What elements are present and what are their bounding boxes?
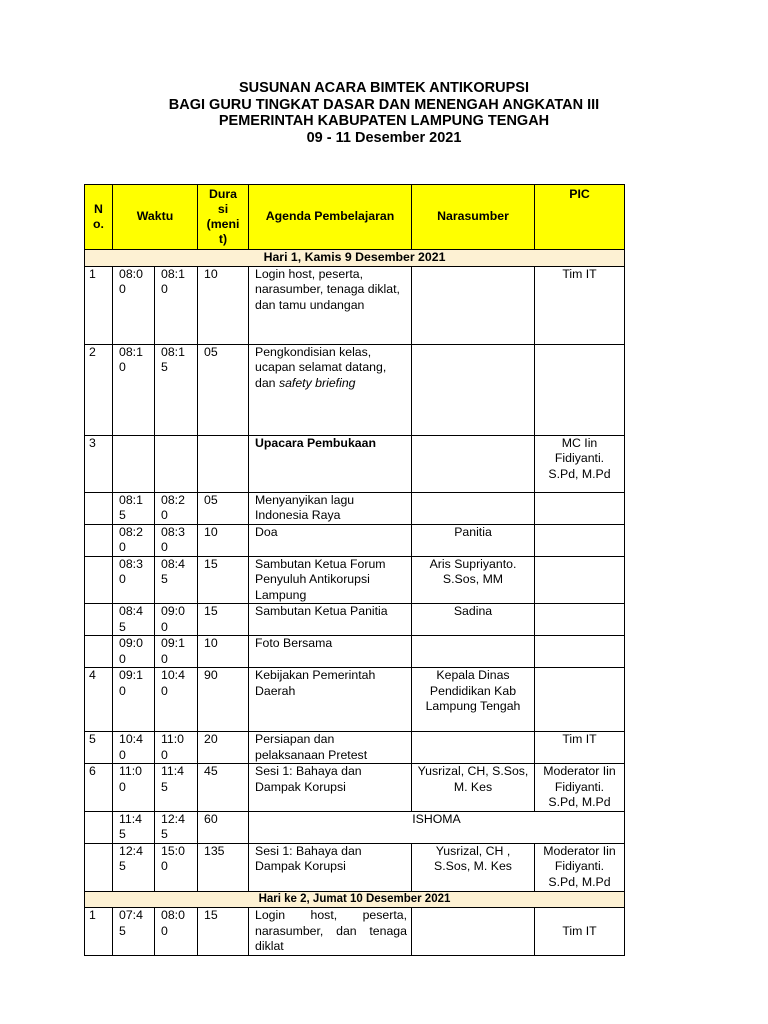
- duration: 20: [198, 732, 249, 764]
- agenda-text: Login host, peserta, narasumber, dan tenaga diklat: [255, 908, 407, 953]
- narasumber-cell: Panitia: [412, 524, 535, 556]
- header-agenda: Agenda Pembelajaran: [249, 185, 412, 250]
- start-time: 08:0 0: [113, 266, 155, 344]
- agenda-text: Pengkondisian kelas, ucapan selamat datang, dan: [255, 344, 387, 390]
- agenda-cell: [249, 604, 412, 636]
- agenda-text: Doa: [255, 524, 278, 539]
- row-number: 1: [85, 266, 113, 344]
- start-time: 09:1 0: [113, 668, 155, 732]
- header-durasi: Dura si (meni t): [198, 185, 249, 250]
- agenda-cell: [249, 524, 412, 556]
- pic-cell: [535, 344, 625, 435]
- duration: 60: [198, 811, 249, 843]
- start-time: 08:3 0: [113, 556, 155, 604]
- table-row: [85, 811, 625, 843]
- duration: 15: [198, 908, 249, 956]
- agenda-cell: [249, 636, 412, 668]
- row-number: 3: [85, 435, 113, 492]
- pic-cell: [535, 556, 625, 604]
- narasumber-cell: [412, 266, 535, 344]
- narasumber-cell: [412, 636, 535, 668]
- agenda-text: Login host, peserta, narasumber, tenaga diklat, dan tamu undangan: [255, 266, 400, 312]
- agenda-cell: [249, 668, 412, 732]
- table-row: [85, 636, 625, 668]
- header-no: N o.: [85, 185, 113, 250]
- narasumber-cell: Aris Supriyanto. S.Sos, MM: [412, 556, 535, 604]
- row-number: 6: [85, 764, 113, 812]
- duration: 10: [198, 524, 249, 556]
- agenda-cell: [249, 843, 412, 891]
- end-time: 09:1 0: [155, 636, 198, 668]
- start-time: 11:0 0: [113, 764, 155, 812]
- agenda-emphasis-text: safety briefing: [278, 375, 356, 390]
- duration: 135: [198, 843, 249, 891]
- row-number: 4: [85, 668, 113, 732]
- end-time: 09:0 0: [155, 604, 198, 636]
- end-time: 12:4 5: [155, 811, 198, 843]
- schedule-table: [84, 184, 625, 956]
- table-row: [85, 732, 625, 764]
- pic-cell: [535, 604, 625, 636]
- duration: 15: [198, 556, 249, 604]
- agenda-text: Upacara Pembukaan: [255, 435, 376, 450]
- row-number: [85, 524, 113, 556]
- header-pic: PIC: [535, 185, 625, 250]
- agenda-text: Kebijakan Pemerintah Daerah: [255, 668, 376, 698]
- end-time: 08:0 0: [155, 908, 198, 956]
- pic-cell: [535, 636, 625, 668]
- agenda-text: Persiapan dan pelaksanaan Pretest: [255, 732, 368, 762]
- table-row: [85, 266, 625, 344]
- duration: 90: [198, 668, 249, 732]
- row-number: [85, 604, 113, 636]
- start-time: 10:4 0: [113, 732, 155, 764]
- table-row: [85, 344, 625, 435]
- end-time: 08:4 5: [155, 556, 198, 604]
- agenda-text: Sesi 1: Bahaya dan Dampak Korupsi: [255, 843, 362, 873]
- duration: 10: [198, 266, 249, 344]
- title-line-1: SUSUNAN ACARA BIMTEK ANTIKORUPSI: [239, 80, 529, 96]
- pic-cell: Moderator Iin Fidiyanti. S.Pd, M.Pd: [535, 843, 625, 891]
- narasumber-cell: Yusrizal, CH , S.Sos, M. Kes: [412, 843, 535, 891]
- table-row: [85, 524, 625, 556]
- table-row: [85, 668, 625, 732]
- header-waktu: Waktu: [113, 185, 198, 250]
- duration: 05: [198, 492, 249, 524]
- row-number: [85, 492, 113, 524]
- agenda-cell: [249, 492, 412, 524]
- end-time: 10:4 0: [155, 668, 198, 732]
- header-narasumber: Narasumber: [412, 185, 535, 250]
- row-number: [85, 843, 113, 891]
- pic-cell: Tim IT: [535, 266, 625, 344]
- narasumber-cell: Sadina: [412, 604, 535, 636]
- day-1-row: [85, 250, 625, 267]
- agenda-cell: [249, 732, 412, 764]
- row-number: [85, 811, 113, 843]
- agenda-text: Sesi 1: Bahaya dan Dampak Korupsi: [255, 764, 362, 794]
- agenda-cell: [249, 764, 412, 812]
- row-number: 5: [85, 732, 113, 764]
- narasumber-cell: [412, 344, 535, 435]
- day-1-label: Hari 1, Kamis 9 Desember 2021: [85, 250, 625, 267]
- day-2-label: Hari ke 2, Jumat 10 Desember 2021: [85, 891, 625, 908]
- row-number: 2: [85, 344, 113, 435]
- narasumber-cell: Yusrizal, CH, S.Sos, M. Kes: [412, 764, 535, 812]
- pic-cell: Moderator Iin Fidiyanti. S.Pd, M.Pd: [535, 764, 625, 812]
- agenda-cell: [249, 344, 412, 435]
- agenda-cell: ISHOMA: [249, 811, 625, 843]
- pic-cell: [535, 492, 625, 524]
- day-2-row: [85, 891, 625, 908]
- end-time: 08:1 5: [155, 344, 198, 435]
- start-time: 07:4 5: [113, 908, 155, 956]
- duration: 10: [198, 636, 249, 668]
- start-time: 08:4 5: [113, 604, 155, 636]
- row-number: 1: [85, 908, 113, 956]
- narasumber-cell: [412, 908, 535, 956]
- table-row: [85, 492, 625, 524]
- start-time: 12:4 5: [113, 843, 155, 891]
- start-time: 09:0 0: [113, 636, 155, 668]
- agenda-text: Sambutan Ketua Forum Penyuluh Antikorupsi Lampung: [255, 556, 386, 602]
- end-time: 11:0 0: [155, 732, 198, 764]
- table-header-row: [85, 185, 625, 250]
- pic-cell: [535, 668, 625, 732]
- narasumber-cell: [412, 732, 535, 764]
- table-row: [85, 908, 625, 956]
- end-time: 15:0 0: [155, 843, 198, 891]
- document-title: [0, 80, 768, 146]
- agenda-cell: [249, 266, 412, 344]
- start-time: 08:1 0: [113, 344, 155, 435]
- end-time: 08:2 0: [155, 492, 198, 524]
- table-row: [85, 556, 625, 604]
- pic-cell: MC Iin Fidiyanti. S.Pd, M.Pd: [535, 435, 625, 492]
- start-time: 08:1 5: [113, 492, 155, 524]
- table-row: [85, 843, 625, 891]
- duration: 45: [198, 764, 249, 812]
- row-number: [85, 556, 113, 604]
- duration: 05: [198, 344, 249, 435]
- end-time: [155, 435, 198, 492]
- end-time: 08:3 0: [155, 524, 198, 556]
- start-time: [113, 435, 155, 492]
- agenda-text: Sambutan Ketua Panitia: [255, 604, 388, 618]
- agenda-cell: [249, 908, 412, 956]
- title-line-2: BAGI GURU TINGKAT DASAR DAN MENENGAH ANGKATAN III: [168, 96, 600, 113]
- row-number: [85, 636, 113, 668]
- table-row: [85, 604, 625, 636]
- narasumber-cell: [412, 492, 535, 524]
- title-line-3: PEMERINTAH KABUPATEN LAMPUNG TENGAH: [218, 113, 550, 129]
- title-line-4: 09 - 11 Desember 2021: [306, 129, 462, 146]
- end-time: 11:4 5: [155, 764, 198, 812]
- pic-cell: [535, 524, 625, 556]
- pic-cell: Tim IT: [535, 732, 625, 764]
- pic-cell: Tim IT: [535, 908, 625, 956]
- end-time: 08:1 0: [155, 266, 198, 344]
- narasumber-cell: Kepala Dinas Pendidikan Kab Lampung Tengah: [412, 668, 535, 732]
- agenda-cell: [249, 556, 412, 604]
- duration: [198, 435, 249, 492]
- agenda-text: Menyanyikan lagu Indonesia Raya: [255, 492, 355, 522]
- agenda-cell: [249, 435, 412, 492]
- table-row: [85, 435, 625, 492]
- table-row: [85, 764, 625, 812]
- start-time: 11:4 5: [113, 811, 155, 843]
- agenda-text: Foto Bersama: [255, 636, 333, 650]
- start-time: 08:2 0: [113, 524, 155, 556]
- narasumber-cell: [412, 435, 535, 492]
- duration: 15: [198, 604, 249, 636]
